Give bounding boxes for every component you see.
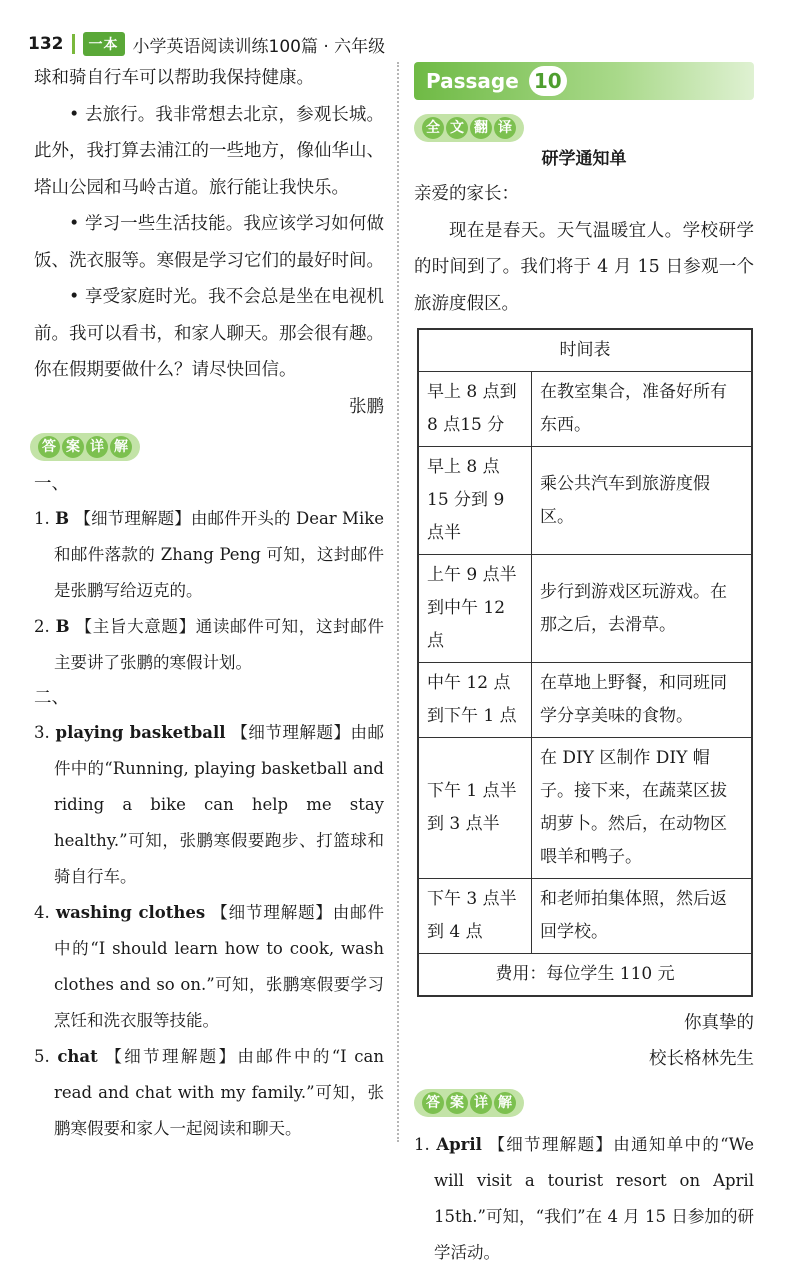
label-char: 全 <box>422 117 444 139</box>
schedule-activity: 在草地上野餐，和同班同学分享美味的食物。 <box>532 663 753 738</box>
right-column <box>414 62 754 1271</box>
header-divider <box>72 34 75 54</box>
notice-intro: 现在是春天。天气温暖宜人。学校研学的时间到了。我们将于 4 月 15 日参观一个旅游度假区。 <box>414 220 754 314</box>
table-row <box>418 879 752 954</box>
label-char: 解 <box>494 1092 516 1114</box>
answer-explanation: 【细节理解题】由通知单中的“We will visit a tourist resort on April 15th.”可知，“我们”在 4 月 15 日参加的研学活动。 <box>434 1135 754 1262</box>
schedule-time: 早上 8 点 15 分到 9 点半 <box>418 447 532 555</box>
schedule-activity: 乘公共汽车到旅游度假区。 <box>532 447 753 555</box>
answer-key: B <box>55 616 70 636</box>
table-row <box>418 738 752 879</box>
answer-number: 1. <box>414 1135 430 1154</box>
passage-banner <box>414 62 754 100</box>
answer-item <box>34 895 384 1039</box>
answer-explanation: 【细节理解题】由邮件开头的 Dear Mike 和邮件落款的 Zhang Peng 可知，这封邮件是张鹏写给迈克的。 <box>54 508 384 600</box>
notice-signer: 校长格林先生 <box>649 1049 754 1069</box>
letter-signature: 张鹏 <box>349 396 384 417</box>
schedule-time: 上午 9 点半到中午 12 点 <box>418 555 532 663</box>
answer-key: B <box>55 508 70 528</box>
answer-key: April <box>436 1135 482 1154</box>
answer-item <box>34 715 384 895</box>
column-divider <box>397 62 399 1142</box>
book-title: 小学英语阅读训练100篇 · 六年级 <box>132 36 386 57</box>
answer-number: 1. <box>34 508 50 528</box>
schedule-activity: 在 DIY 区制作 DIY 帽子。接下来，在蔬菜区拔胡萝卜。然后，在动物区喂羊和鸭子。 <box>532 738 753 879</box>
schedule-time: 中午 12 点到下午 1 点 <box>418 663 532 738</box>
label-char: 解 <box>110 436 132 458</box>
translation-section-label <box>414 114 754 142</box>
answer-section-label <box>30 433 384 461</box>
answer-key: playing basketball <box>55 722 226 742</box>
answer-item <box>34 1039 384 1147</box>
letter-paragraph: • 去旅行。我非常想去北京，参观长城。此外，我打算去浦江的一些地方，像仙华山、塔山公园和马岭古道。旅行能让我快乐。 <box>34 104 384 198</box>
label-char: 案 <box>446 1092 468 1114</box>
answer-key: washing clothes <box>55 902 206 922</box>
table-header-row <box>418 329 752 372</box>
passage-number: 10 <box>529 66 567 96</box>
section-number: 二、 <box>34 687 69 708</box>
table-header: 时间表 <box>418 329 752 372</box>
left-column <box>34 60 384 1147</box>
answer-number: 3. <box>34 722 50 742</box>
letter-paragraph: 球和骑自行车可以帮助我保持健康。 <box>34 68 314 88</box>
label-char: 翻 <box>470 117 492 139</box>
table-row <box>418 663 752 738</box>
answer-label-pill <box>414 1089 524 1117</box>
schedule-time: 早上 8 点到 8 点15 分 <box>418 372 532 447</box>
answer-number: 2. <box>34 616 50 636</box>
answer-explanation: 【细节理解题】由邮件中的“Running, playing basketball and riding a bike can help me stay healthy.”可知，张鹏寒假要跑步、打篮球和骑自行车。 <box>54 722 385 886</box>
label-char: 译 <box>494 117 516 139</box>
table-footer-row <box>418 954 752 997</box>
brand-logo: 一本 <box>83 32 125 56</box>
answer-label-pill <box>30 433 140 461</box>
translation-label-pill <box>414 114 524 142</box>
passage-word: Passage <box>426 69 519 93</box>
section-number: 一、 <box>34 473 69 494</box>
label-char: 文 <box>446 117 468 139</box>
answer-number: 5. <box>34 1046 50 1066</box>
label-char: 答 <box>38 436 60 458</box>
label-char: 答 <box>422 1092 444 1114</box>
answer-item <box>414 1127 754 1271</box>
page-header <box>28 32 385 56</box>
table-footer: 费用：每位学生 110 元 <box>418 954 752 997</box>
answer-explanation: 【细节理解题】由邮件中的“I should learn how to cook, wash clothes and so on.”可知，张鹏寒假要学习烹饪和洗衣服等技能。 <box>54 902 385 1030</box>
answer-item <box>34 501 384 609</box>
label-char: 详 <box>86 436 108 458</box>
schedule-table <box>417 328 753 997</box>
schedule-time: 下午 1 点半到 3 点半 <box>418 738 532 879</box>
page-number: 132 <box>28 34 64 54</box>
schedule-time: 下午 3 点半到 4 点 <box>418 879 532 954</box>
answer-number: 4. <box>34 902 50 922</box>
label-char: 详 <box>470 1092 492 1114</box>
answer-explanation: 【细节理解题】由邮件中的“I can read and chat with my family.”可知，张鹏寒假要和家人一起阅读和聊天。 <box>54 1046 385 1138</box>
answer-key: chat <box>57 1046 98 1066</box>
schedule-activity: 和老师拍集体照，然后返回学校。 <box>532 879 753 954</box>
answer-explanation: 【主旨大意题】通读邮件可知，这封邮件主要讲了张鹏的寒假计划。 <box>54 616 384 672</box>
letter-paragraph: • 学习一些生活技能。我应该学习如何做饭、洗衣服等。寒假是学习它们的最好时间。 <box>34 214 384 271</box>
answer-item <box>34 609 384 681</box>
schedule-activity: 步行到游戏区玩游戏。在那之后，去滑草。 <box>532 555 753 663</box>
notice-greeting: 亲爱的家长： <box>414 184 519 204</box>
notice-title: 研学通知单 <box>541 149 627 169</box>
table-row <box>418 372 752 447</box>
table-row <box>418 555 752 663</box>
schedule-activity: 在教室集合，准备好所有东西。 <box>532 372 753 447</box>
notice-closing: 你真挚的 <box>684 1013 754 1033</box>
label-char: 案 <box>62 436 84 458</box>
answer-section-label <box>414 1089 754 1117</box>
letter-paragraph: • 享受家庭时光。我不会总是坐在电视机前。我可以看书，和家人聊天。那会很有趣。你在假期要做什么？请尽快回信。 <box>34 287 384 380</box>
table-row <box>418 447 752 555</box>
